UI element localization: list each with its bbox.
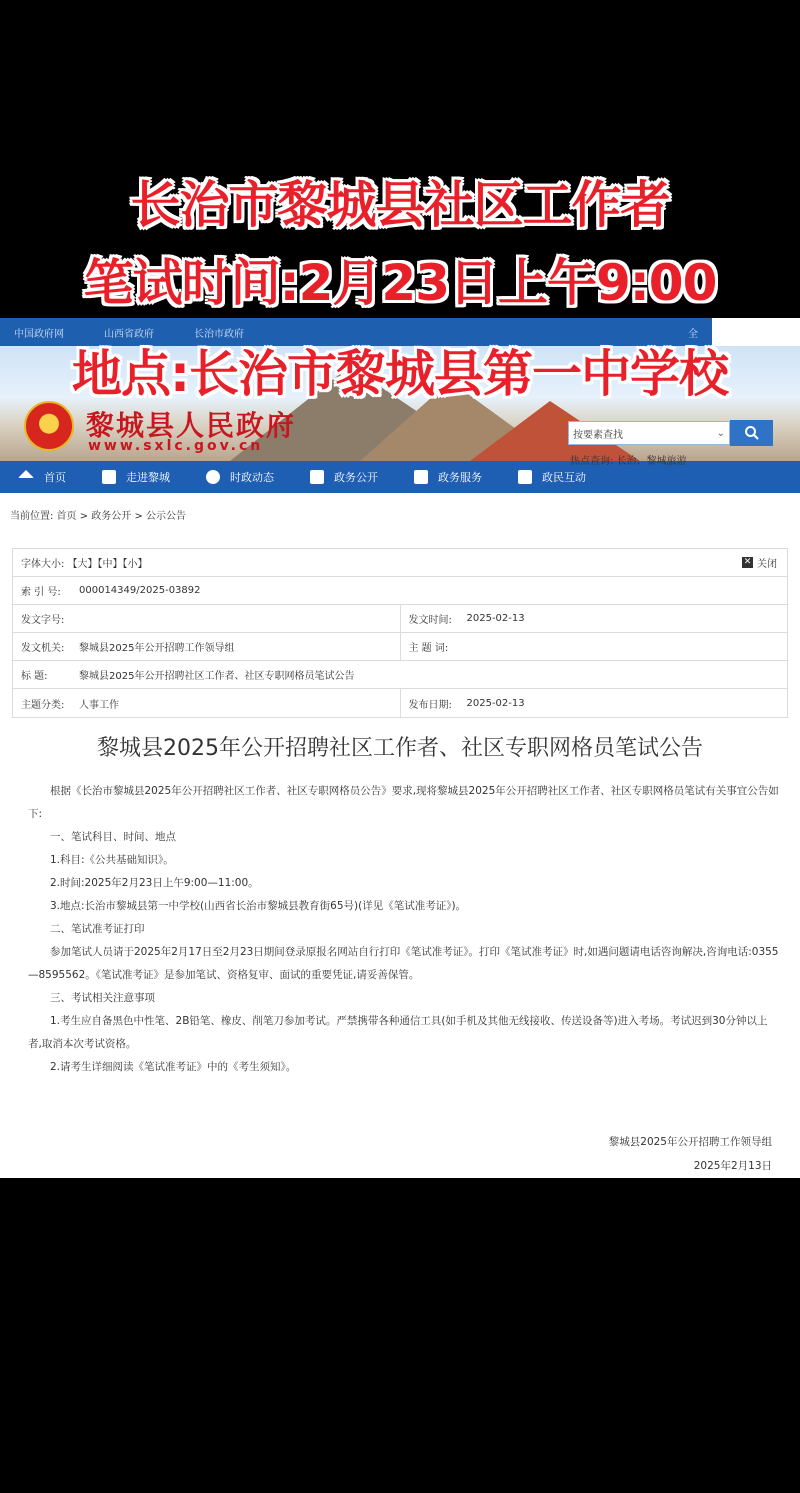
- nav-item-news[interactable]: [188, 461, 292, 493]
- nav-item-public[interactable]: [292, 461, 396, 493]
- overlay-title-line-1: 长治市黎城县社区工作者: [130, 176, 670, 234]
- document-info-table: [12, 548, 788, 718]
- title-label: 标 题:: [21, 671, 48, 682]
- nav-label: 政务服务: [438, 471, 482, 484]
- hot-items[interactable]: 长治、黎城旅游: [616, 456, 687, 467]
- hot-search: [570, 452, 687, 467]
- nav-item-about[interactable]: [84, 461, 188, 493]
- document-icon: [310, 470, 324, 484]
- publish-value: 2025-02-13: [466, 697, 525, 709]
- date-value: 2025-02-13: [466, 613, 525, 624]
- national-emblem-icon: [24, 401, 74, 451]
- paragraph: 根据《长治市黎城县2025年公开招聘社区工作者、社区专职网格员公告》要求,现将黎城县2025年公开招聘社区工作者、社区专职网格员笔试有关事宜公告如下:: [28, 785, 779, 820]
- section-heading: 二、笔试准考证打印: [50, 923, 145, 935]
- index-value: 000014349/2025-03892: [79, 585, 201, 596]
- search-icon: [744, 425, 760, 441]
- nav-label: 首页: [44, 471, 66, 484]
- nav-label: 走进黎城: [126, 471, 170, 484]
- chevron-down-icon: ⌄: [716, 427, 725, 439]
- docno-label: 发文字号:: [21, 615, 65, 626]
- nav-label: 时政动态: [230, 471, 274, 484]
- search-placeholder: 按要素查找: [573, 429, 623, 441]
- topbar-link-2[interactable]: 长治市政府: [194, 328, 244, 340]
- publish-label: 发布日期:: [408, 699, 452, 711]
- topbar-link-1[interactable]: 山西省政府: [104, 328, 154, 340]
- topbar-right[interactable]: 全: [688, 328, 698, 340]
- overlay-title-line-3: 地点:长治市黎城县第一中学校: [72, 345, 728, 403]
- site-url: www.sxlc.gov.cn: [88, 438, 264, 454]
- overlay-title-line-2: 笔试时间:2月23日上午9:00: [83, 254, 717, 312]
- breadcrumb: 当前位置: 首页 > 政务公开 > 公示公告: [10, 511, 187, 522]
- globe-icon: [206, 470, 220, 484]
- close-label: 关闭: [757, 559, 777, 570]
- document-title: 黎城县2025年公开招聘社区工作者、社区专职网格员笔试公告: [97, 736, 703, 761]
- hot-label: 热点查询:: [570, 456, 614, 467]
- nav-item-home[interactable]: [0, 461, 84, 493]
- topbar-link-0[interactable]: 中国政府网: [14, 328, 64, 340]
- webpage: [0, 318, 800, 1178]
- signature-org: 黎城县2025年公开招聘工作领导组: [608, 1136, 772, 1148]
- search-button[interactable]: [730, 420, 773, 446]
- house-icon: [414, 470, 428, 484]
- paragraph: 1.考生应自备黑色中性笔、2B铅笔、橡皮、削笔刀参加考试。严禁携带各种通信工具(如手机及其他无线接收、传送设备等)进入考场。考试迟到30分钟以上者,取消本次考试资格。: [28, 1015, 768, 1050]
- paragraph: 参加笔试人员请于2025年2月17日至2月23日期间登录原报名网站自行打印《笔试准考证》。打印《笔试准考证》时,如遇问题请电话咨询解决,咨询电话:0355—8595562。《笔试准考证》是参加笔试、资格复审、面试的重要凭证,请妥善保管。: [28, 946, 779, 981]
- signature: [609, 1130, 772, 1178]
- category-value: 人事工作: [79, 699, 119, 711]
- org-label: 发文机关:: [21, 643, 65, 654]
- search-select[interactable]: [568, 421, 730, 445]
- close-button[interactable]: [742, 555, 787, 570]
- section-heading: 一、笔试科目、时间、地点: [50, 831, 176, 843]
- nav-label: 政务公开: [334, 471, 378, 484]
- paragraph: 2.请考生详细阅读《笔试准考证》中的《考生须知》。: [50, 1061, 297, 1073]
- chat-icon: [518, 470, 532, 484]
- paragraph: 2.时间:2025年2月23日上午9:00—11:00。: [50, 877, 259, 889]
- paragraph: 3.地点:长治市黎城县第一中学校(山西省长治市黎城县教育街65号)(详见《笔试准考证》)。: [50, 900, 467, 912]
- home-icon: [18, 470, 34, 478]
- chart-icon: [102, 470, 116, 484]
- close-icon: ✕: [743, 557, 752, 567]
- font-size-controls[interactable]: 字体大小: 【大】【中】【小】: [21, 559, 148, 570]
- nav-item-service[interactable]: [396, 461, 500, 493]
- nav-label: 政民互动: [542, 471, 586, 484]
- site-name: 黎城县人民政府: [86, 409, 297, 442]
- signature-date: 2025年2月13日: [693, 1160, 772, 1172]
- date-label: 发文时间:: [408, 615, 452, 626]
- org-value: 黎城县2025年公开招聘工作领导组: [79, 643, 235, 654]
- document-body: [28, 780, 780, 1079]
- section-heading: 三、考试相关注意事项: [50, 992, 155, 1004]
- index-label: 索 引 号:: [21, 587, 61, 598]
- title-value: 黎城县2025年公开招聘社区工作者、社区专职网格员笔试公告: [79, 671, 355, 682]
- subject-label: 主 题 词:: [408, 643, 449, 654]
- paragraph: 1.科目:《公共基础知识》。: [50, 854, 174, 866]
- category-label: 主题分类:: [21, 699, 65, 711]
